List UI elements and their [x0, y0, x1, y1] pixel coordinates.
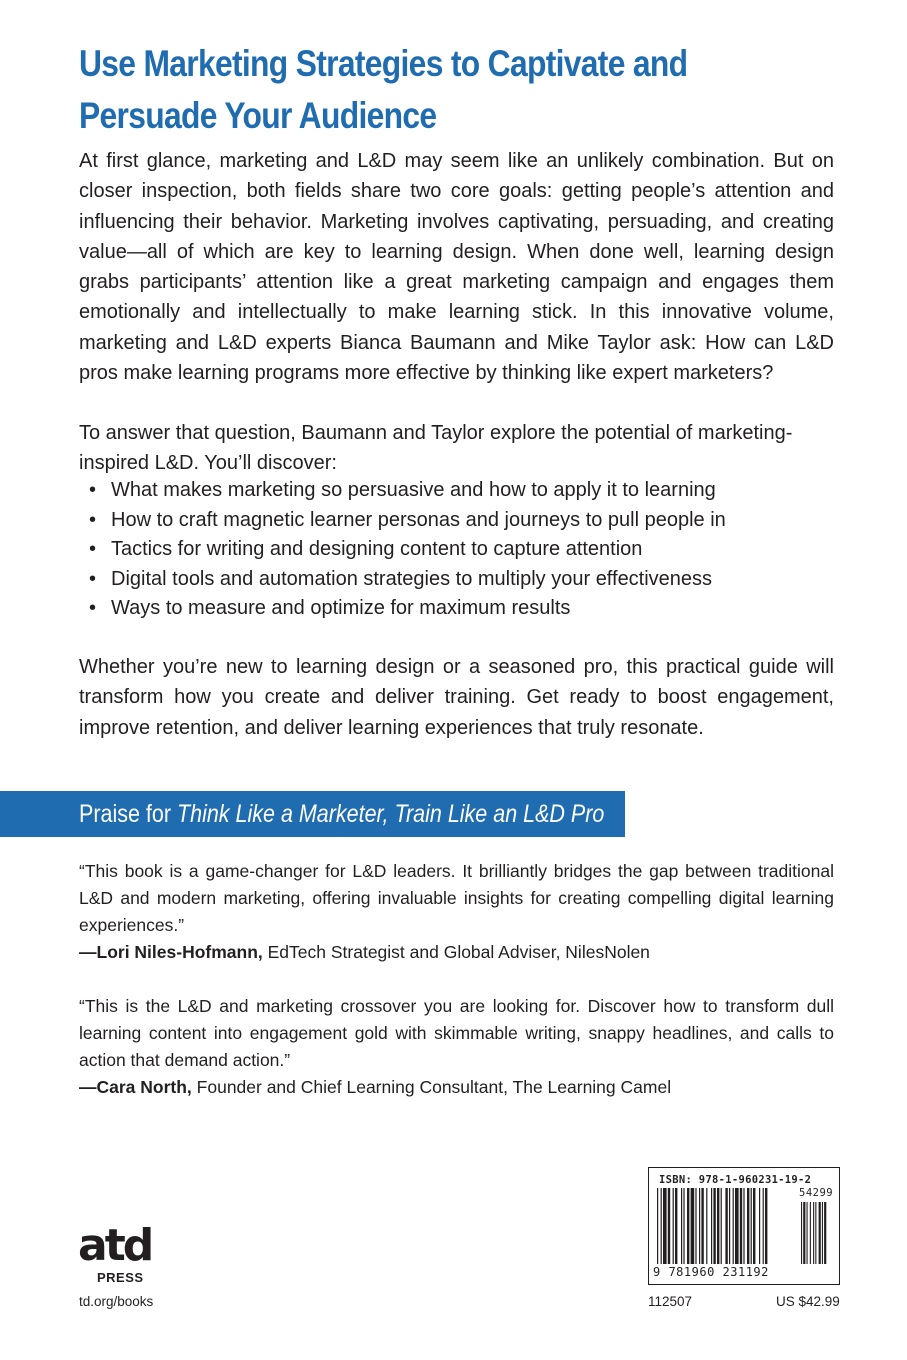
barcode: [648, 1167, 840, 1285]
testimonial-role-1: EdTech Strategist and Global Adviser, NilesNolen: [262, 942, 650, 962]
intro-paragraph: At first glance, marketing and L&D may seem like an unlikely combination. But on closer inspection, both fields share two core goals: getting people’s attention and influencing their behavior. Marketing involves captivating, persuading, and creating value—all of which are key to learning design. When done well, learning design grabs participants’ attention like a great marketing campaign and engages them emotionally and intellectually to make learning stick. In this innovative volume, marketing and L&D experts Bianca Baumann and Mike Taylor ask: How can L&D pros make learning programs more effective by thinking like expert marketers?: [79, 150, 834, 385]
testimonial-attribution-2: [79, 1074, 834, 1101]
press-label: PRESS: [97, 1270, 144, 1285]
headline-line-1: Use Marketing Strategies to Captivate and: [79, 43, 688, 84]
publisher-url: td.org/books: [79, 1294, 154, 1309]
closing-paragraph: Whether you’re new to learning design or a seasoned pro, this practical guide will transform how you create and deliver training. Get ready to boost engagement, improve retention, and deliver learning experiences that truly resonate.: [79, 656, 834, 739]
praise-prefix: Praise for: [79, 800, 177, 828]
discover-paragraph: To answer that question, Baumann and Taylor explore the potential of marketing-inspired L&D. You’ll discover:: [79, 422, 793, 475]
testimonial-author-2: —Cara North,: [79, 1077, 192, 1097]
isbn-label: ISBN: 978-1-960231-19-2: [659, 1174, 812, 1186]
discover-list: [79, 476, 834, 624]
headline: [79, 38, 836, 142]
ean-digits: 9 781960 231192: [653, 1265, 769, 1279]
testimonial-quote-2: “This is the L&D and marketing crossover you are looking for. Discover how to transform dull learning content into engagement gold with skimmable writing, snappy headlines, and calls to action that demand action.”: [79, 996, 834, 1070]
list-item: • Digital tools and automation strategies to multiply your effectiveness: [79, 565, 834, 595]
headline-line-2: Persuade Your Audience: [79, 95, 437, 136]
barcode-bars: [657, 1188, 833, 1266]
barcode-addon: 54299: [799, 1187, 834, 1199]
praise-book-title: Think Like a Marketer, Train Like an L&D Pro: [176, 800, 605, 828]
logo-text: atd: [78, 1220, 152, 1271]
list-item: • How to craft magnetic learner personas and journeys to pull people in: [79, 506, 834, 536]
testimonial-attribution-1: [79, 939, 834, 966]
praise-banner: [0, 791, 625, 837]
list-item: • What makes marketing so persuasive and how to apply it to learning: [79, 476, 834, 506]
list-item: • Ways to measure and optimize for maximum results: [79, 594, 834, 624]
item-code: 112507: [648, 1294, 693, 1309]
testimonial-role-2: Founder and Chief Learning Consultant, The Learning Camel: [191, 1077, 672, 1097]
price: US $42.99: [776, 1294, 840, 1309]
testimonial-quote-1: “This book is a game-changer for L&D leaders. It brilliantly bridges the gap between traditional L&D and modern marketing, offering invaluable insights for creating compelling digital learning experiences.”: [79, 861, 834, 935]
list-item: • Tactics for writing and designing content to capture attention: [79, 535, 834, 565]
testimonial-author-1: —Lori Niles-Hofmann,: [79, 942, 263, 962]
